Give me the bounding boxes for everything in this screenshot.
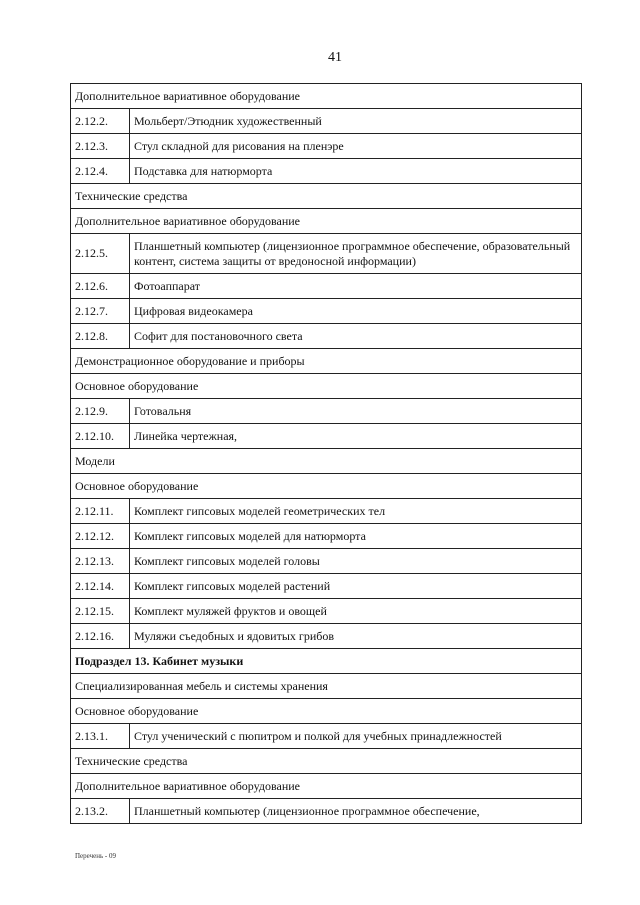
item-description: Планшетный компьютер (лицензионное программное обеспечение, [130,799,582,824]
section-heading: Технические средства [71,749,582,774]
item-description: Стул ученический с пюпитром и полкой для учебных принадлежностей [130,724,582,749]
table-row [71,399,582,424]
section-heading-row [71,449,582,474]
table-row [71,299,582,324]
item-description: Стул складной для рисования на пленэре [130,134,582,159]
table-row [71,499,582,524]
item-description: Комплект гипсовых моделей для натюрморта [130,524,582,549]
section-heading-row [71,374,582,399]
section-heading: Демонстрационное оборудование и приборы [71,349,582,374]
section-heading-row [71,774,582,799]
item-description: Цифровая видеокамера [130,299,582,324]
item-number: 2.12.10. [71,424,130,449]
table-row [71,424,582,449]
section-heading: Основное оборудование [71,374,582,399]
item-description: Софит для постановочного света [130,324,582,349]
table-row [71,624,582,649]
item-number: 2.12.4. [71,159,130,184]
section-heading: Дополнительное вариативное оборудование [71,84,582,109]
section-heading: Основное оборудование [71,474,582,499]
item-number: 2.13.1. [71,724,130,749]
item-number: 2.12.11. [71,499,130,524]
item-number: 2.12.13. [71,549,130,574]
item-description: Комплект муляжей фруктов и овощей [130,599,582,624]
item-number: 2.12.2. [71,109,130,134]
table-row [71,599,582,624]
section-heading-row [71,649,582,674]
section-heading-row [71,184,582,209]
item-number: 2.12.6. [71,274,130,299]
item-description: Комплект гипсовых моделей растений [130,574,582,599]
item-number: 2.13.2. [71,799,130,824]
table-row [71,549,582,574]
item-number: 2.12.14. [71,574,130,599]
item-description: Линейка чертежная, [130,424,582,449]
section-heading-row [71,209,582,234]
footer-label: Перечень - 09 [75,852,116,860]
table-row [71,109,582,134]
section-heading: Технические средства [71,184,582,209]
item-description: Планшетный компьютер (лицензионное программное обеспечение, образовательный контент, система защиты от вредоносной информации) [130,234,582,274]
item-description: Мольберт/Этюдник художественный [130,109,582,134]
section-heading-row [71,84,582,109]
item-description: Подставка для натюрморта [130,159,582,184]
equipment-table [70,83,582,824]
section-heading: Подраздел 13. Кабинет музыки [71,649,582,674]
item-description: Готовальня [130,399,582,424]
section-heading-row [71,674,582,699]
section-heading-row [71,349,582,374]
item-number: 2.12.9. [71,399,130,424]
item-description: Комплект гипсовых моделей геометрических тел [130,499,582,524]
item-description: Фотоаппарат [130,274,582,299]
table-row [71,274,582,299]
table-row [71,234,582,274]
section-heading: Дополнительное вариативное оборудование [71,774,582,799]
section-heading: Специализированная мебель и системы хранения [71,674,582,699]
item-description: Комплект гипсовых моделей головы [130,549,582,574]
section-heading-row [71,749,582,774]
table-row [71,524,582,549]
item-number: 2.12.12. [71,524,130,549]
section-heading-row [71,699,582,724]
section-heading: Основное оборудование [71,699,582,724]
page-number: 41 [328,50,342,65]
table-row [71,574,582,599]
table-row [71,799,582,824]
table-row [71,134,582,159]
item-number: 2.12.15. [71,599,130,624]
item-description: Муляжи съедобных и ядовитых грибов [130,624,582,649]
item-number: 2.12.3. [71,134,130,159]
table-row [71,324,582,349]
table-row [71,159,582,184]
section-heading: Дополнительное вариативное оборудование [71,209,582,234]
item-number: 2.12.5. [71,234,130,274]
section-heading-row [71,474,582,499]
section-heading: Модели [71,449,582,474]
item-number: 2.12.8. [71,324,130,349]
item-number: 2.12.16. [71,624,130,649]
table-row [71,724,582,749]
item-number: 2.12.7. [71,299,130,324]
